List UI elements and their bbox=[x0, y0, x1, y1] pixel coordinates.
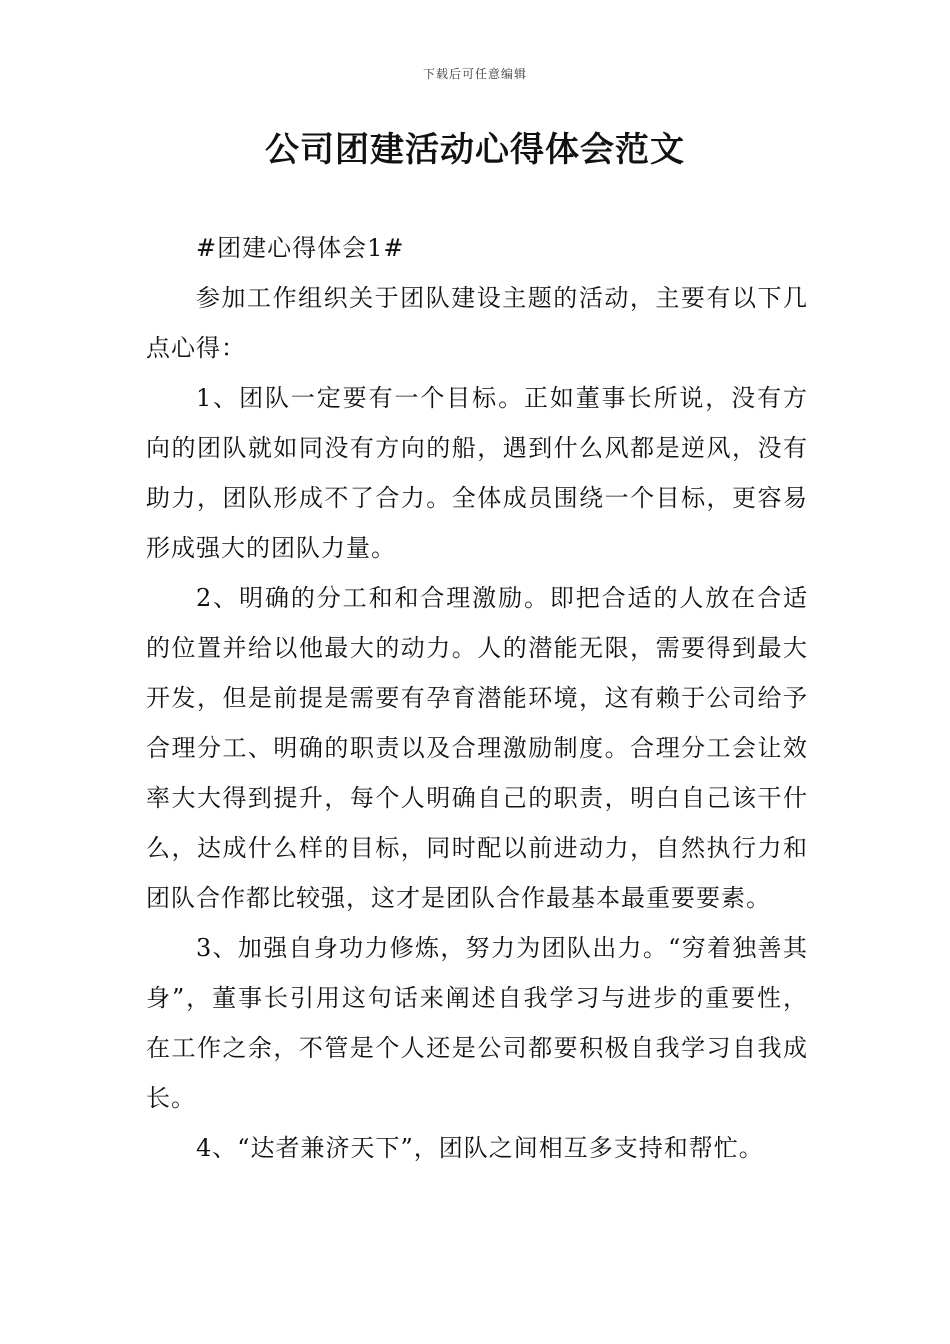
intro-paragraph: 参加工作组织关于团队建设主题的活动，主要有以下几点心得： bbox=[146, 284, 808, 362]
paragraph-point-2: 2、明确的分工和和合理激励。即把合适的人放在合适的位置并给以他最大的动力。人的潜能无限，需要得到最大开发，但是前提是需要有孕育潜能环境，这有赖于公司给予合理分工、明确的职责以及合理激励制度。合理分工会让效率大大得到提升，每个人明确自己的职责，明白自己该干什么，达成什么样的目标，同时配以前进动力，自然执行力和团队合作都比较强，这才是团队合作最基本最重要要素。 bbox=[146, 584, 808, 912]
header-note: 下载后可任意编辑 bbox=[422, 67, 527, 81]
section-heading: #团建心得体会1# bbox=[196, 234, 405, 262]
document-body bbox=[146, 223, 808, 1173]
document-title: 公司团建活动心得体会范文 bbox=[265, 130, 685, 170]
paragraph-point-3: 3、加强自身功力修炼，努力为团队出力。“穷着独善其身”，董事长引用这句话来阐述自我学习与进步的重要性，在工作之余，不管是个人还是公司都要积极自我学习自我成长。 bbox=[146, 934, 808, 1112]
paragraph-point-4: 4、“达者兼济天下”，团队之间相互多支持和帮忙。 bbox=[196, 1134, 764, 1162]
paragraph-point-1: 1、团队一定要有一个目标。正如董事长所说，没有方向的团队就如同没有方向的船，遇到什么风都是逆风，没有助力，团队形成不了合力。全体成员围绕一个目标，更容易形成强大的团队力量。 bbox=[146, 384, 808, 562]
